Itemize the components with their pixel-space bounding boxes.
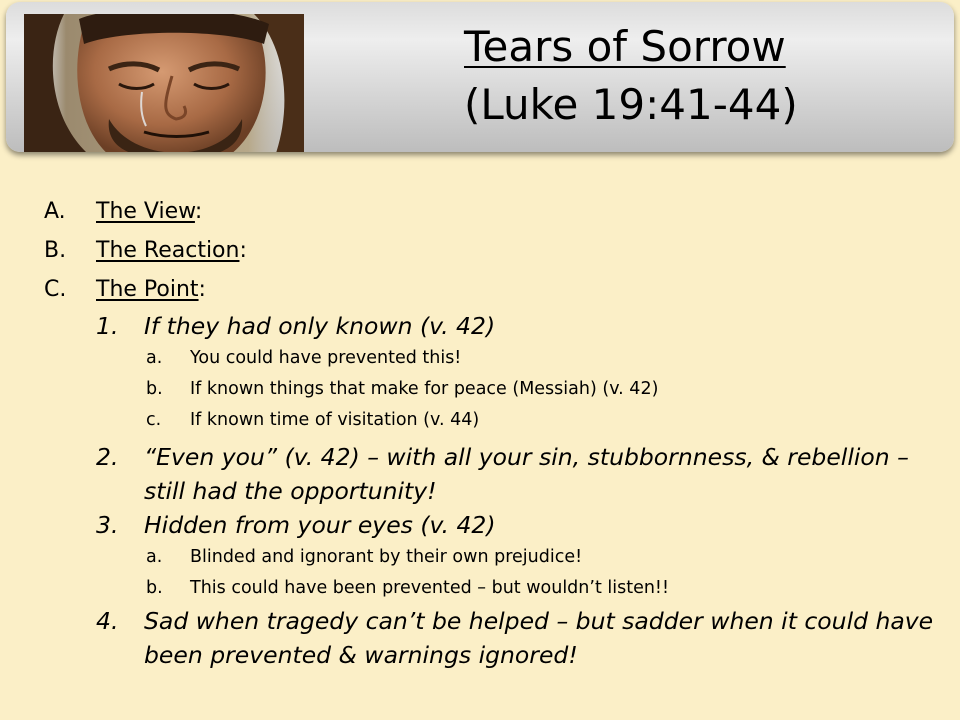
outline-marker-a: A. (44, 199, 66, 224)
point-2-text: “Even you” (v. 42) – with all your sin, stubbornness, & rebellion – still had the opportunity! (144, 443, 909, 505)
outline-marker-c: C. (44, 277, 67, 302)
point-3-sub-a (44, 542, 944, 573)
outline-item-a (44, 192, 944, 231)
point-1-sub-a-marker: a. (146, 348, 163, 368)
outline-colon-a: : (194, 199, 203, 224)
point-1-sub-b-text: If known things that make for peace (Messiah) (v. 42) (190, 379, 659, 399)
point-1-sub-b-marker: b. (146, 379, 163, 399)
point-1-sub-c (44, 405, 944, 436)
point-4-text: Sad when tragedy can’t be helped – but sadder when it could have been prevented & warnings ignored! (144, 607, 934, 669)
outline-heading-point: The Point (96, 277, 199, 302)
point-3-sub-a-marker: a. (146, 547, 163, 567)
point-2 (44, 440, 944, 508)
outline-colon-b: : (239, 238, 247, 263)
outline-colon-c: : (198, 277, 206, 302)
point-1-sub-b (44, 374, 944, 405)
slide-title (464, 18, 934, 134)
outline-marker-b: B. (44, 238, 67, 263)
point-3-sub-a-text: Blinded and ignorant by their own prejudice! (190, 547, 583, 567)
outline-heading-reaction: The Reaction (96, 238, 240, 263)
outline-item-c (44, 270, 944, 309)
point-3-sub-b-text: This could have been prevented – but wouldn’t listen!! (190, 578, 669, 598)
point-3 (44, 508, 944, 542)
outline-heading-view: The View (96, 199, 195, 224)
point-4 (44, 604, 944, 672)
point-1-marker: 1. (96, 312, 119, 340)
point-4-marker: 4. (96, 607, 119, 635)
title-line-1: Tears of Sorrow (464, 22, 786, 71)
point-1-sub-c-text: If known time of visitation (v. 44) (190, 410, 480, 430)
point-1-sub-a-text: You could have prevented this! (190, 348, 462, 368)
point-1-sub-a (44, 343, 944, 374)
outline-item-b (44, 231, 944, 270)
title-line-2: (Luke 19:41-44) (464, 80, 798, 129)
point-3-sub-b-marker: b. (146, 578, 163, 598)
point-1-sub-c-marker: c. (146, 410, 162, 430)
point-3-sub-b (44, 573, 944, 604)
point-2-marker: 2. (96, 443, 119, 471)
point-1-text: If they had only known (v. 42) (144, 312, 496, 340)
title-banner (6, 2, 954, 152)
outline-list (44, 192, 944, 672)
point-3-text: Hidden from your eyes (v. 42) (144, 511, 496, 539)
weeping-man-portrait-icon (24, 14, 304, 152)
point-1 (44, 309, 944, 343)
point-3-marker: 3. (96, 511, 119, 539)
